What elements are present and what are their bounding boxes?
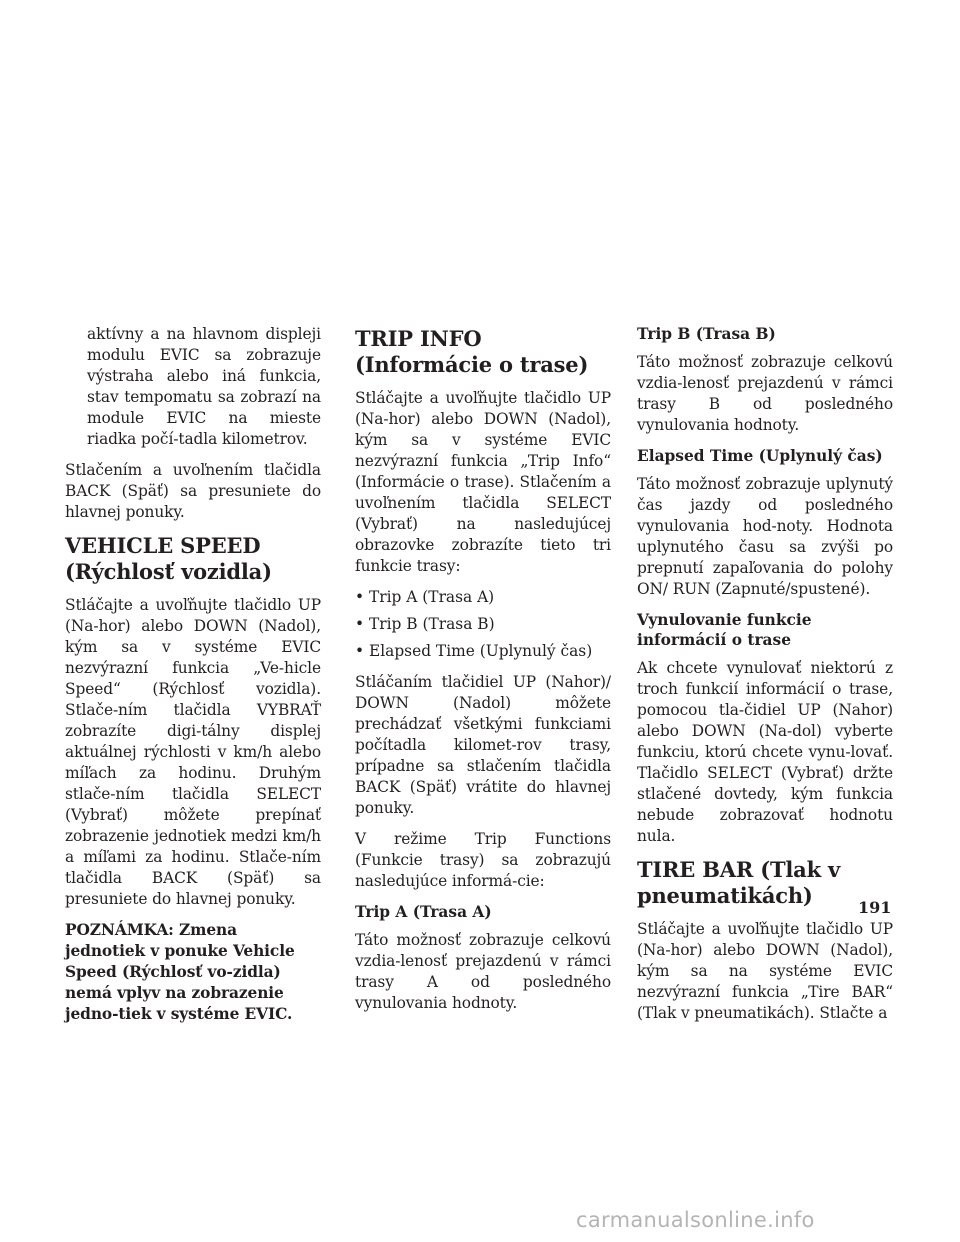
list-item: • Elapsed Time (Uplynulý čas) — [355, 642, 593, 660]
tire-bar-paragraph: Stláčajte a uvoľňujte tlačidlo UP (Na-hor) alebo DOWN (Nadol), kým sa na systéme EVIC nezvýrazní funkcia „Tire BAR“ (Tlak v pneumatikách). Stlačte a — [637, 920, 893, 1022]
reset-heading: Vynulovanie funkcie informácií o trase — [637, 611, 812, 649]
trip-a-heading: Trip A (Trasa A) — [355, 903, 492, 921]
trip-info-heading: TRIP INFO (Informácie o trase) — [355, 326, 589, 377]
trip-a-paragraph: Táto možnosť zobrazuje celkovú vzdia-lenosť prejazdenú v rámci trasy A od posledného vynulovania hodnoty. — [355, 931, 611, 1012]
column-2 — [355, 324, 611, 1024]
navigation-paragraph: Stláčaním tlačidiel UP (Nahor)/ DOWN (Nadol) môžete prechádzať všetkými funkciami počítadla kilomet-rov trasy, prípadne sa stlačením tlačidla BACK (Späť) vrátite do hlavnej ponuky. — [355, 673, 611, 817]
list-item: • Trip B (Trasa B) — [355, 615, 495, 633]
vehicle-speed-heading: VEHICLE SPEED (Rýchlosť vozidla) — [65, 533, 272, 584]
column-1 — [65, 324, 321, 1035]
trip-b-paragraph: Táto možnosť zobrazuje celkovú vzdia-lenosť prejazdenú v rámci trasy B od posledného vynulovania hodnoty. — [637, 353, 893, 434]
back-paragraph: Stlačením a uvoľnením tlačidla BACK (Späť) sa presuniete do hlavnej ponuky. — [65, 461, 321, 521]
continued-paragraph: aktívny a na hlavnom displeji modulu EVIC sa zobrazuje výstraha alebo iná funkcia, stav tempomatu sa zobrazí na module EVIC na mieste riadka počí-tadla kilometrov. — [87, 325, 321, 448]
trip-info-paragraph: Stláčajte a uvoľňujte tlačidlo UP (Na-hor) alebo DOWN (Nadol), kým sa v systéme EVIC nezvýrazní funkcia „Trip Info“ (Informácie o trase). Stlačením a uvoľnením tlačidla SELECT (Vybrať) na nasledujúcej obrazovke zobrazíte tieto tri funkcie trasy: — [355, 389, 611, 575]
reset-paragraph: Ak chcete vynulovať niektorú z troch funkcií informácií o trase, pomocou tla-čidiel UP (Nahor) alebo DOWN (Na-dol) vyberte funkciu, ktorú chcete vynu-lovať. Tlačidlo SELECT (Vybrať) držte stlačené dovtedy, kým funkcia nebude zobrazovať hodnotu nula. — [637, 659, 893, 845]
trip-b-heading: Trip B (Trasa B) — [637, 325, 776, 343]
bullet-icon: • — [355, 588, 365, 606]
bullet-icon: • — [355, 642, 365, 660]
tire-bar-heading: TIRE BAR (Tlak v pneumatikách) — [637, 857, 841, 908]
vehicle-speed-paragraph: Stláčajte a uvoľňujte tlačidlo UP (Na-hor) alebo DOWN (Nadol), kým sa v systéme EVIC nezvýrazní funkcia „Ve-hicle Speed“ (Rýchlosť vozidla). Stlače-ním tlačidla VYBRAŤ zobrazíte digi-tálny displej aktuálnej rýchlosti v km/h alebo míľach za hodinu. Druhým stlače-ním tlačidla SELECT (Vybrať) môžete prepínať zobrazenie jednotiek medzi km/h a míľami za hodinu. Stlače-ním tlačidla BACK (Späť) sa presuniete do hlavnej ponuky. — [65, 596, 321, 908]
note-paragraph: POZNÁMKA: Zmena jednotiek v ponuke Vehicle Speed (Rýchlosť vo-zidla) nemá vplyv na zobrazenie jedno-tiek v systéme EVIC. — [65, 921, 295, 1023]
elapsed-time-paragraph: Táto možnosť zobrazuje uplynutý čas jazdy od posledného vynulovania hod-noty. Hodnota uplynutého času sa zvýši po prepnutí zapaľovania do polohy ON/ RUN (Zapnuté/spustené). — [637, 475, 893, 598]
page-number: 191 — [858, 898, 892, 917]
watermark: carmanualsonline.info — [576, 1208, 815, 1232]
elapsed-time-heading: Elapsed Time (Uplynulý čas) — [637, 447, 883, 465]
trip-functions-list — [355, 587, 611, 662]
column-3 — [637, 324, 893, 1034]
list-item: • Trip A (Trasa A) — [355, 588, 495, 606]
bullet-icon: • — [355, 615, 365, 633]
trip-functions-mode-paragraph: V režime Trip Functions (Funkcie trasy) sa zobrazujú nasledujúce informá-cie: — [355, 830, 611, 890]
